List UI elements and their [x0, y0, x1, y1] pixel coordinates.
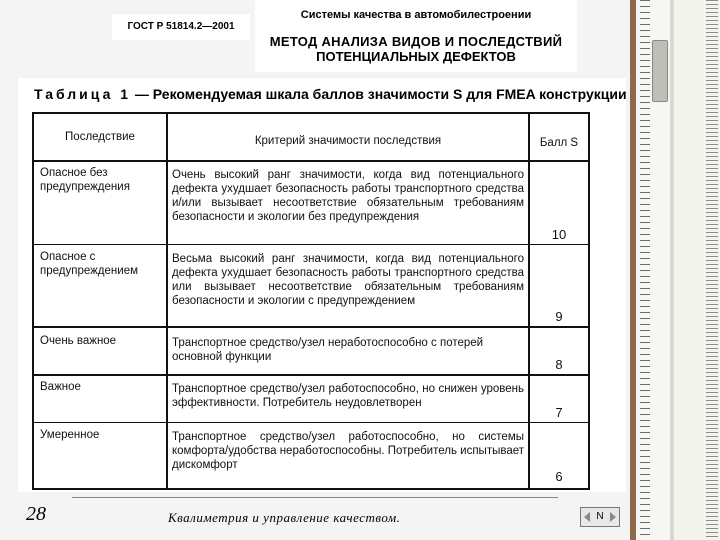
row1-consequence: Опасное без предупреждения [40, 167, 130, 193]
gost-label: ГОСТ Р 51814.2—2001 [112, 14, 250, 40]
row2-divider [34, 326, 588, 328]
row4-criterion: Транспортное средство/узел работоспособно, но снижен уровень эффективности. Потребитель неудовлетворен [172, 383, 524, 409]
ruler-decoration [630, 0, 720, 540]
col-divider-2 [528, 114, 530, 488]
row5-score: 6 [555, 469, 563, 484]
row4-consequence: Важное [40, 381, 81, 393]
header-subtitle: Системы качества в автомобилестроении [300, 9, 532, 21]
row5-consequence: Умеренное [40, 429, 100, 441]
row3-score: 8 [555, 357, 563, 372]
row4-score: 7 [555, 405, 563, 420]
header-title-line2: ПОТЕНЦИАЛЬНЫХ ДЕФЕКТОВ [316, 49, 516, 64]
table-caption-text: — Рекомендуемая шкала баллов значимости S для FMEA конструкции [131, 86, 627, 102]
row4-divider [34, 422, 588, 423]
row1-divider [34, 244, 588, 245]
col-header-consequence: Последствие [65, 131, 135, 143]
row2-score: 9 [555, 309, 563, 324]
row3-consequence: Очень важное [40, 335, 117, 347]
row2-consequence: Опасное с предупреждением [40, 251, 138, 277]
page-scan [18, 78, 626, 492]
row3-criterion: Транспортное средство/узел неработоспособно с потерей основной функции [172, 337, 484, 363]
ruler-slider [652, 40, 668, 102]
col-divider-1 [166, 114, 168, 488]
row1-score: 10 [551, 227, 567, 242]
fmea-table [32, 112, 590, 490]
page-number: 28 [26, 503, 46, 525]
row2-criterion: Весьма высокий ранг значимости, когда вид потенциального дефекта ухудшает безопасность работы транспортного средства или вызывает несоответствие обязательным требованиям безопасности и экологии с предупреждением [172, 253, 524, 307]
table-caption [34, 86, 627, 102]
table-caption-label: Таблица 1 [34, 86, 132, 102]
slide-nav-button[interactable]: N [580, 507, 620, 527]
row5-criterion: Транспортное средство/узел работоспособно, но системы комфорта/удобства неработоспособны. Потребитель испытывает дискомфорт [172, 431, 525, 471]
col-header-criterion: Критерий значимости последствия [254, 135, 442, 147]
header-divider [34, 160, 588, 162]
col-header-score: Балл S [539, 137, 579, 149]
footer-divider [72, 497, 558, 498]
row3-divider [34, 374, 588, 376]
row1-criterion: Очень высокий ранг значимости, когда вид потенциального дефекта ухудшает безопасность работы транспортного средства и/или вызывает несоответствие обязательным требованиям безопасности и экологии без предупреждения [172, 169, 524, 223]
footer-title: Квалиметрия и управление качеством. [168, 510, 401, 525]
header-scan [255, 0, 577, 72]
ruler-ticks-right [678, 0, 718, 540]
header-title-line1: МЕТОД АНАЛИЗА ВИДОВ И ПОСЛЕДСТВИЙ [269, 34, 563, 49]
